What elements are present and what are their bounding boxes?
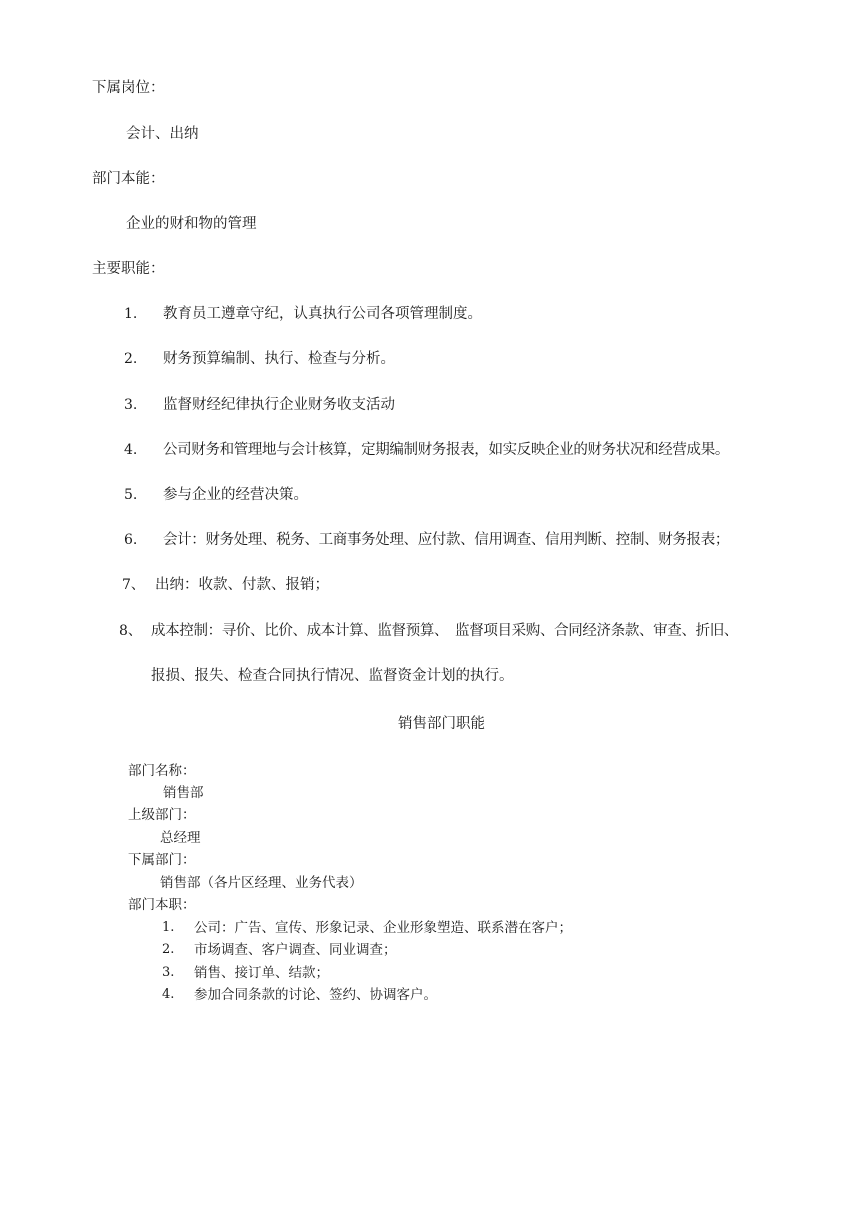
sub-dept-value: 销售部（各片区经理、业务代表）	[160, 875, 363, 891]
dept-duties-label: 部门本职：	[128, 897, 196, 913]
sales-duty-number: 3.	[162, 965, 175, 980]
duty-text-continuation: 报损、报失、检查合同执行情况、监督资金计划的执行。	[151, 668, 514, 684]
sub-positions-value: 会计、出纳	[126, 126, 199, 142]
duty-text: 财务预算编制、执行、检查与分析。	[163, 351, 395, 367]
duty-text: 参与企业的经营决策。	[163, 487, 308, 503]
superior-dept-value: 总经理	[160, 830, 201, 846]
duty-text: 出纳：收款、付款、报销；	[155, 577, 329, 593]
dept-function-label: 部门本能：	[92, 171, 165, 187]
duty-number: 1.	[124, 306, 138, 322]
duty-number: 3.	[124, 397, 138, 413]
duty-number: 8、	[119, 623, 142, 639]
sales-duty-number: 2.	[162, 942, 175, 957]
dept-name-value: 销售部	[163, 785, 204, 801]
duty-text: 教育员工遵章守纪，认真执行公司各项管理制度。	[163, 306, 482, 322]
sub-dept-label: 下属部门：	[128, 852, 196, 868]
superior-dept-label: 上级部门：	[128, 807, 196, 823]
dept-function-value: 企业的财和物的管理	[126, 216, 257, 232]
sales-duty-text: 销售、接订单、结款；	[194, 965, 329, 981]
duty-text: 监督财经纪律执行企业财务收支活动	[163, 397, 395, 413]
sales-duty-text: 市场调查、客户调查、同业调查；	[194, 942, 397, 958]
sales-duty-text: 公司：广告、宣传、形象记录、企业形象塑造、联系潜在客户；	[194, 920, 572, 936]
section-heading: 销售部门职能	[398, 716, 485, 732]
duty-text: 会计：财务处理、税务、工商事务处理、应付款、信用调查、信用判断、控制、财务报表；	[163, 532, 729, 548]
sub-positions-label: 下属岗位：	[92, 80, 165, 96]
sales-duty-number: 1.	[162, 920, 175, 935]
duty-text: 成本控制：寻价、比价、成本计算、监督预算、 监督项目采购、合同经济条款、审查、折旧、	[151, 623, 739, 639]
duty-number: 2.	[124, 351, 138, 367]
duty-number: 6.	[124, 532, 138, 548]
duty-text: 公司财务和管理地与会计核算，定期编制财务报表，如实反映企业的财务状况和经营成果。	[163, 442, 729, 458]
main-duties-label: 主要职能：	[92, 261, 165, 277]
dept-name-label: 部门名称：	[128, 763, 196, 779]
sales-duty-number: 4.	[162, 987, 175, 1002]
duty-number: 4.	[124, 442, 138, 458]
duty-number: 5.	[124, 487, 138, 503]
sales-duty-text: 参加合同条款的讨论、签约、协调客户。	[194, 987, 437, 1003]
duty-number: 7、	[122, 577, 145, 593]
